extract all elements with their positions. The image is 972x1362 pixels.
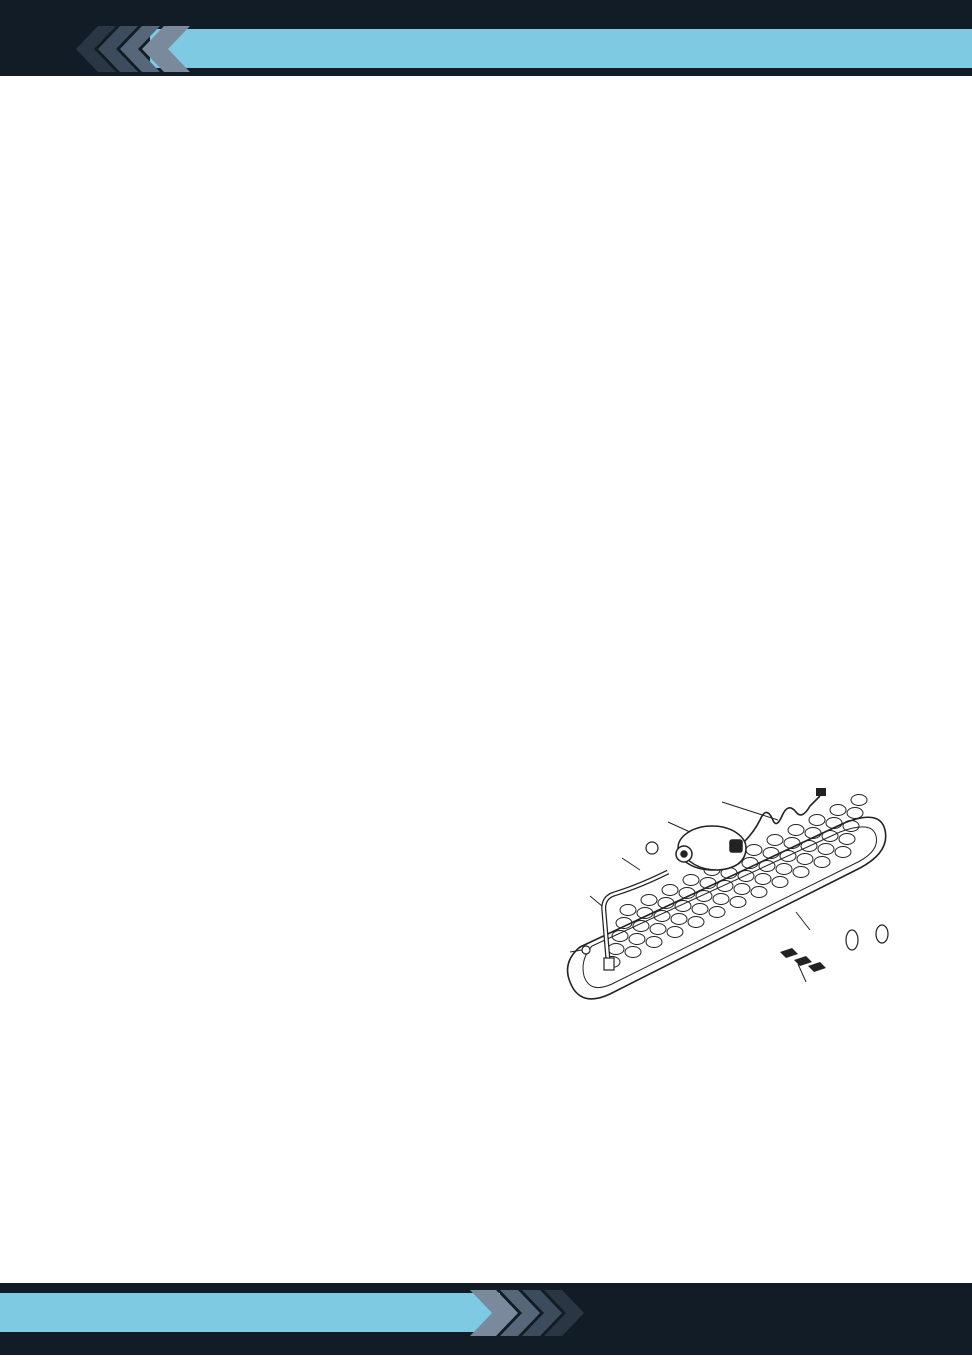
mat-bubble	[822, 831, 838, 842]
aroma-clip-illustration	[646, 842, 658, 854]
mat-bubble	[641, 895, 657, 906]
mat-bubble	[688, 917, 704, 928]
mat-bubble	[830, 805, 846, 816]
mat-bubble	[730, 897, 746, 908]
mat-bubble	[751, 887, 767, 898]
appliance-diagram	[540, 772, 900, 1012]
mat-bubble	[717, 881, 733, 892]
mat-bubble	[662, 885, 678, 896]
mat-bubble	[713, 894, 729, 905]
chevrons-right-icon	[470, 1290, 610, 1336]
mat-bubble	[755, 874, 771, 885]
mat-bubble	[809, 815, 825, 826]
mat-bubble	[709, 907, 725, 918]
mat-bubble	[797, 854, 813, 865]
mat-bubble	[839, 834, 855, 845]
chevrons-left-icon	[40, 26, 190, 72]
safety-warnings-list	[66, 108, 916, 111]
page-header	[0, 0, 972, 76]
main-unit-illustration	[676, 826, 746, 870]
mat-bubble	[675, 901, 691, 912]
mat-bubble	[772, 877, 788, 888]
bath-mat-illustration	[568, 795, 886, 999]
power-plug-illustration	[816, 788, 826, 796]
mat-bubble	[671, 914, 687, 925]
suction-cups-illustration	[780, 948, 826, 972]
mat-bubble	[847, 808, 863, 819]
mat-bubble	[814, 857, 830, 868]
mat-bubble	[620, 905, 636, 916]
mat-bubble	[793, 867, 809, 878]
mat-bubble	[851, 795, 867, 806]
mat-bubble	[683, 875, 699, 886]
mat-bubble	[646, 937, 662, 948]
footer-accent-bar	[0, 1293, 500, 1332]
mat-bubble	[696, 891, 712, 902]
mat-bubble	[843, 821, 859, 832]
mat-bubble	[734, 884, 750, 895]
mat-bubble	[738, 871, 754, 882]
mat-bubble	[650, 924, 666, 935]
power-cord-illustration	[744, 796, 820, 842]
mat-bubble	[608, 944, 624, 955]
mat-bubble	[788, 825, 804, 836]
mat-bubble	[667, 927, 683, 938]
mat-bubble	[767, 835, 783, 846]
main-unit-heading	[68, 842, 108, 869]
mat-bubble	[776, 864, 792, 875]
page-footer	[0, 1283, 972, 1355]
mat-bubble	[692, 904, 708, 915]
mat-bubble	[835, 847, 851, 858]
aroma-accessories-illustration	[846, 925, 888, 950]
mat-bubble	[746, 845, 762, 856]
mat-bubble	[629, 934, 645, 945]
header-accent-bar	[150, 29, 972, 68]
mat-bubble	[818, 844, 834, 855]
mat-bubble	[625, 947, 641, 958]
mat-bubble	[826, 818, 842, 829]
air-hose-heading	[68, 1001, 108, 1028]
